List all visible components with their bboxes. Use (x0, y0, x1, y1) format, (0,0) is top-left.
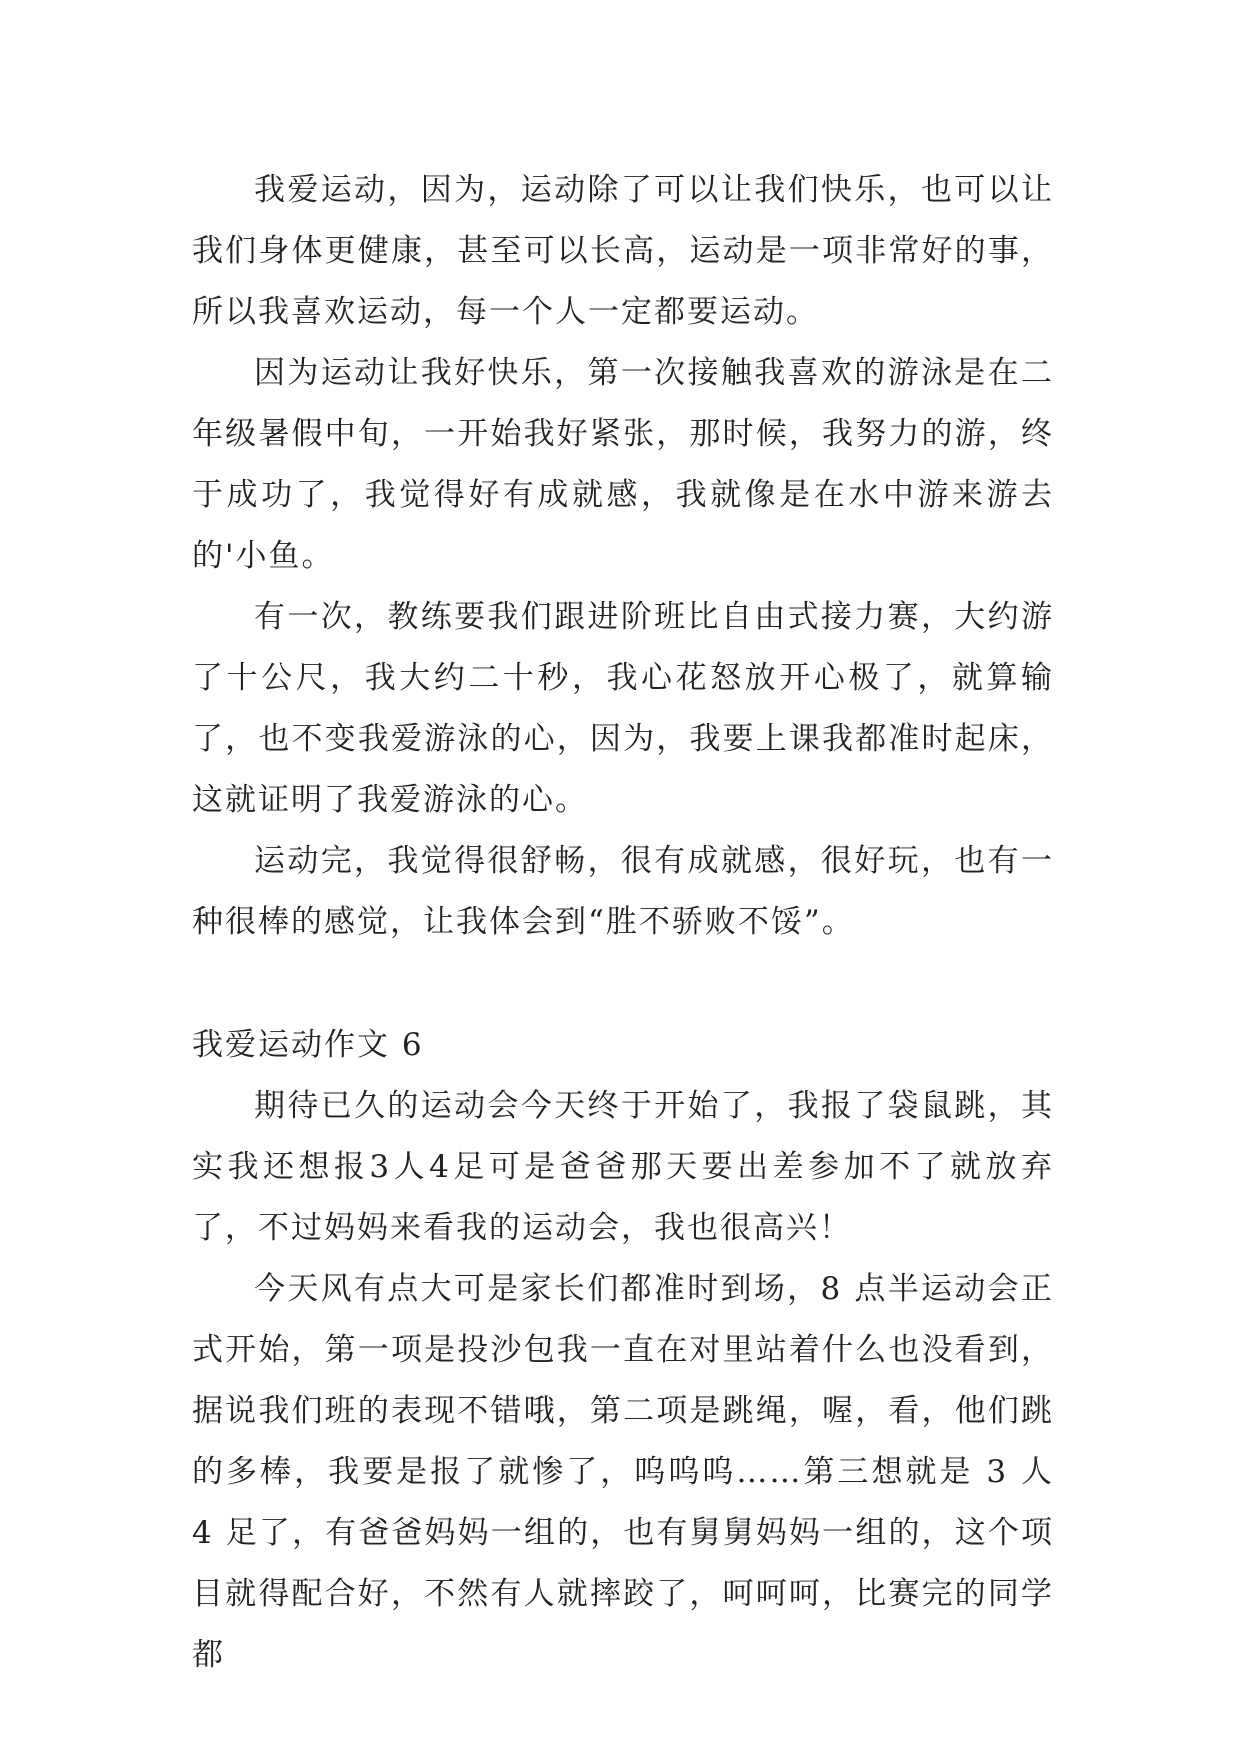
paragraph: 有一次，教练要我们跟进阶班比自由式接力赛，大约游了十公尺，我大约二十秒，我心花怒放开心极了，就算输了，也不变我爱游泳的心，因为，我要上课我都准时起床，这就证明了我爱游泳的心。 (192, 599, 1054, 818)
paragraph: 期待已久的运动会今天终于开始了，我报了袋鼠跳，其实我还想报3人4足可是爸爸那天要出差参加不了就放弃了，不过妈妈来看我的运动会，我也很高兴！ (192, 1088, 1054, 1246)
section-spacer (192, 953, 1054, 1015)
section-title: 我爱运动作文 6 (192, 1027, 424, 1063)
paragraph: 因为运动让我好快乐，第一次接触我喜欢的游泳是在二年级暑假中旬，一开始我好紧张，那时候，我努力的游，终于成功了，我觉得好有成就感，我就像是在水中游来游去的'小鱼。 (192, 355, 1054, 574)
document-body (192, 160, 1054, 1686)
paragraph: 我爱运动，因为，运动除了可以让我们快乐，也可以让我们身体更健康，甚至可以长高，运动是一项非常好的事，所以我喜欢运动，每一个人一定都要运动。 (192, 172, 1054, 330)
paragraph: 今天风有点大可是家长们都准时到场，8 点半运动会正式开始，第一项是投沙包我一直在对里站着什么也没看到，据说我们班的表现不错哦，第二项是跳绳，喔，看，他们跳的多棒，我要是报了就惨了，呜呜呜……第三想就是 3 人 4 足了，有爸爸妈妈一组的，也有舅舅妈妈一组的，这个项目就得配合好，不然有人就摔跤了，呵呵呵，比赛完的同学都 (192, 1271, 1054, 1673)
paragraph: 运动完，我觉得很舒畅，很有成就感，很好玩，也有一种很棒的感觉，让我体会到“胜不骄败不馁”。 (192, 843, 1054, 940)
